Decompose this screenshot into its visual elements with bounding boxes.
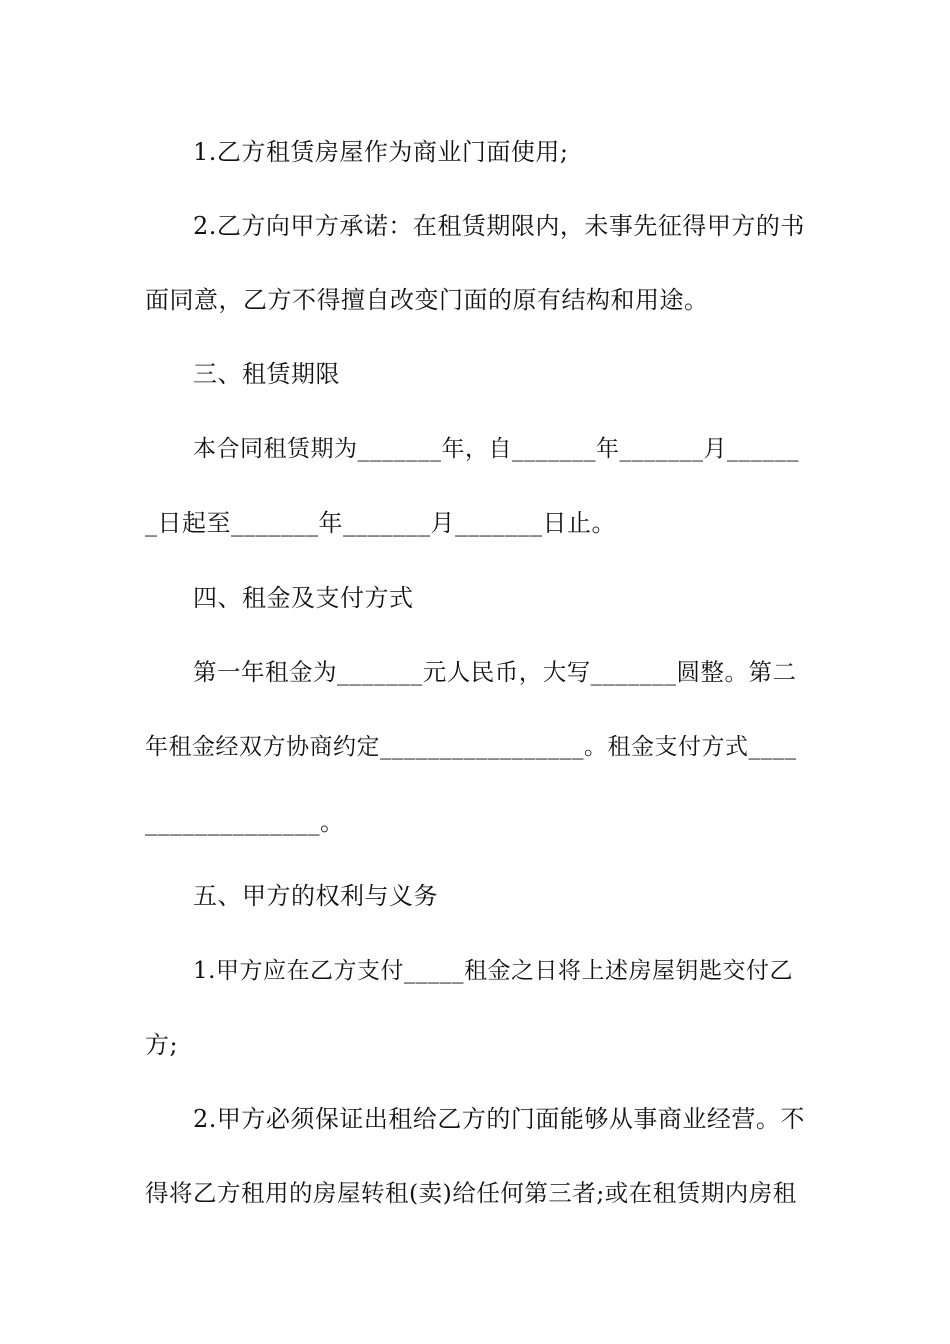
- lease-term-line-1: 本合同租赁期为_______年，自_______年_______月______: [193, 436, 799, 462]
- party-a-clause-2-line-2: 得将乙方租用的房屋转租(卖)给任何第三者;或在租赁期内房租: [145, 1179, 797, 1207]
- rent-line-2: 年租金经双方协商约定_________________。租金支付方式____: [145, 734, 797, 760]
- section-heading-party-a-rights: 五、甲方的权利与义务: [193, 882, 438, 910]
- section-heading-lease-term: 三、租赁期限: [193, 360, 340, 388]
- party-a-clause-2-line-1: 2.甲方必须保证出租给乙方的门面能够从事商业经营。不: [193, 1105, 805, 1133]
- clause-promise-line-1: 2.乙方向甲方承诺：在租赁期限内，未事先征得甲方的书: [193, 212, 805, 240]
- lease-term-line-2: _日起至_______年_______月_______日止。: [145, 509, 616, 537]
- section-heading-rent-payment: 四、租金及支付方式: [193, 584, 414, 612]
- rent-line-3: ______________。: [145, 808, 345, 836]
- party-a-clause-1-line-1: 1.甲方应在乙方支付_____租金之日将上述房屋钥匙交付乙: [193, 958, 793, 984]
- rent-line-1: 第一年租金为_______元人民币，大写_______圆整。第二: [193, 658, 797, 686]
- clause-usage: 1.乙方租赁房屋作为商业门面使用;: [193, 138, 569, 166]
- party-a-clause-1-line-2: 方;: [145, 1031, 179, 1059]
- clause-promise-line-2: 面同意，乙方不得擅自改变门面的原有结构和用途。: [145, 286, 709, 314]
